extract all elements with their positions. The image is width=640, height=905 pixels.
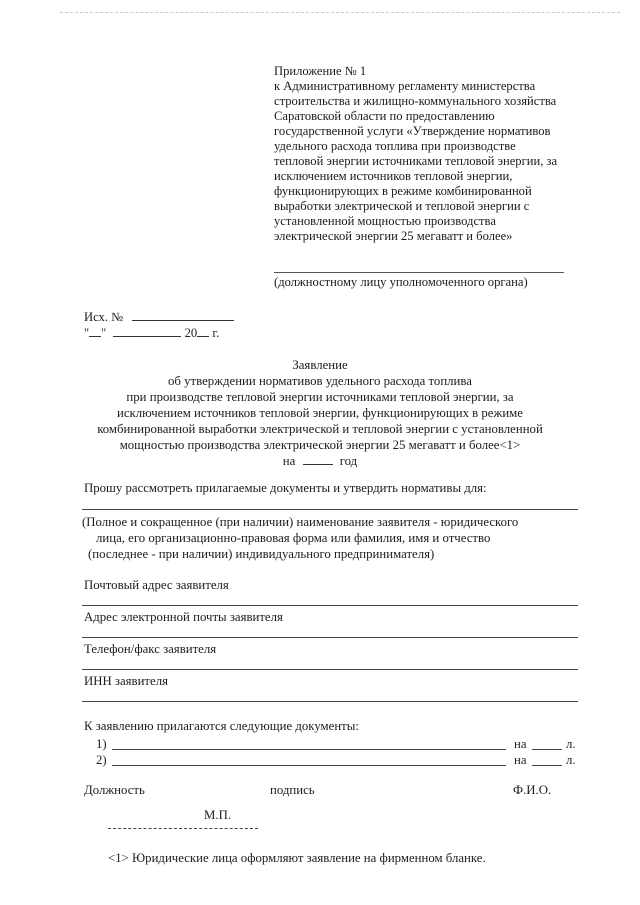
appendix-line: Саратовской области по предоставлению: [274, 109, 495, 123]
appendix-line: тепловой энергии источниками тепловой энергии, за: [274, 154, 558, 168]
title-line: об утверждении нормативов удельного расхода топлива: [168, 374, 472, 388]
footnote-marker: <1>: [499, 438, 521, 452]
outgoing-number-blank[interactable]: [132, 309, 234, 321]
phone-label: Телефон/факс заявителя: [84, 642, 217, 656]
date-year-suffix: г.: [212, 326, 220, 340]
appendix-line: установленной мощностью производства: [274, 214, 496, 228]
phone-line[interactable]: [82, 669, 578, 670]
document-item-pages-blank[interactable]: [532, 749, 562, 750]
document-item-name-line[interactable]: [112, 749, 506, 750]
appendix-line: выработки электрической и тепловой энергии с: [274, 199, 530, 213]
outgoing-date-row: [84, 325, 234, 341]
footnote-separator: [108, 828, 258, 829]
period-prefix: на: [282, 454, 296, 468]
request-text: Прошу рассмотреть прилагаемые документы и утвердить нормативы для:: [84, 481, 487, 495]
appendix-line: электрической энергии 25 мегаватт и более»: [274, 229, 513, 243]
date-quote-open: ": [84, 326, 90, 340]
title-heading: Заявление: [292, 358, 348, 372]
applicant-note: [82, 514, 582, 562]
document-item-pages-unit: л.: [566, 753, 576, 767]
appendix-line: Приложение № 1: [274, 64, 367, 78]
date-month-blank[interactable]: [113, 325, 181, 337]
outgoing-reference: [84, 309, 234, 341]
document-item: [96, 737, 576, 753]
appendix-line: строительства и жилищно-коммунального хозяйства: [274, 94, 557, 108]
document-item: [96, 753, 576, 769]
applicant-note-line: (последнее - при наличии) индивидуального предпринимателя): [88, 547, 435, 561]
recipient-blank-line[interactable]: [274, 272, 564, 273]
title-line: мощностью производства электрической энергии 25 мегаватт и более: [119, 438, 500, 452]
scan-edge-artifact: [60, 12, 620, 13]
applicant-name-line[interactable]: [82, 509, 578, 510]
inn-label: ИНН заявителя: [84, 674, 168, 688]
appendix-line: функционирующих в режиме комбинированной: [274, 184, 532, 198]
appendix-line: исключением источников тепловой энергии,: [274, 169, 513, 183]
document-item-pages-unit: л.: [566, 737, 576, 751]
outgoing-number-row: [84, 309, 234, 325]
email-line[interactable]: [82, 637, 578, 638]
document-item-number: 1): [96, 737, 107, 751]
date-quote-close: ": [101, 326, 107, 340]
documents-heading: К заявлению прилагаются следующие документы:: [84, 719, 359, 733]
appendix-header: [274, 64, 604, 244]
signature-sign-label: подпись: [270, 783, 315, 797]
stamp-label: М.П.: [204, 808, 232, 822]
title-line: исключением источников тепловой энергии, функционирующих в режиме: [117, 406, 523, 420]
period-suffix: год: [339, 454, 358, 468]
document-item-pages-blank[interactable]: [532, 765, 562, 766]
applicant-note-line: (Полное и сокращенное (при наличии) наименование заявителя - юридического: [82, 515, 519, 529]
signature-name-label: Ф.И.О.: [513, 783, 552, 797]
outgoing-number-label: Исх. №: [84, 310, 124, 324]
appendix-line: государственной услуги «Утверждение нормативов: [274, 124, 551, 138]
inn-line[interactable]: [82, 701, 578, 702]
postal-address-line[interactable]: [82, 605, 578, 606]
document-item-pages-prefix: на: [514, 737, 527, 751]
document-item-number: 2): [96, 753, 107, 767]
applicant-note-line: лица, его организационно-правовая форма или фамилия, имя и отчество: [96, 531, 491, 545]
footnote-text: <1> Юридические лица оформляют заявление на фирменном бланке.: [108, 851, 486, 865]
document-title: [0, 357, 640, 469]
date-year-blank[interactable]: [197, 325, 209, 337]
date-day-blank[interactable]: [89, 325, 101, 337]
title-period: [0, 453, 640, 469]
title-line-last: [0, 437, 640, 453]
recipient-caption: (должностному лицу уполномоченного органа): [274, 275, 528, 289]
postal-address-label: Почтовый адрес заявителя: [84, 578, 229, 592]
signature-position-label: Должность: [84, 783, 145, 797]
document-item-name-line[interactable]: [112, 765, 506, 766]
date-year-prefix: 20: [184, 326, 198, 340]
document-item-pages-prefix: на: [514, 753, 527, 767]
recipient-block: [274, 272, 564, 290]
appendix-line: удельного расхода топлива при производстве: [274, 139, 516, 153]
title-line: комбинированной выработки электрической и тепловой энергии с установленной: [97, 422, 543, 436]
email-label: Адрес электронной почты заявителя: [84, 610, 283, 624]
appendix-line: к Административному регламенту министерства: [274, 79, 536, 93]
title-line: при производстве тепловой энергии источниками тепловой энергии, за: [126, 390, 514, 404]
period-year-blank[interactable]: [303, 453, 333, 465]
